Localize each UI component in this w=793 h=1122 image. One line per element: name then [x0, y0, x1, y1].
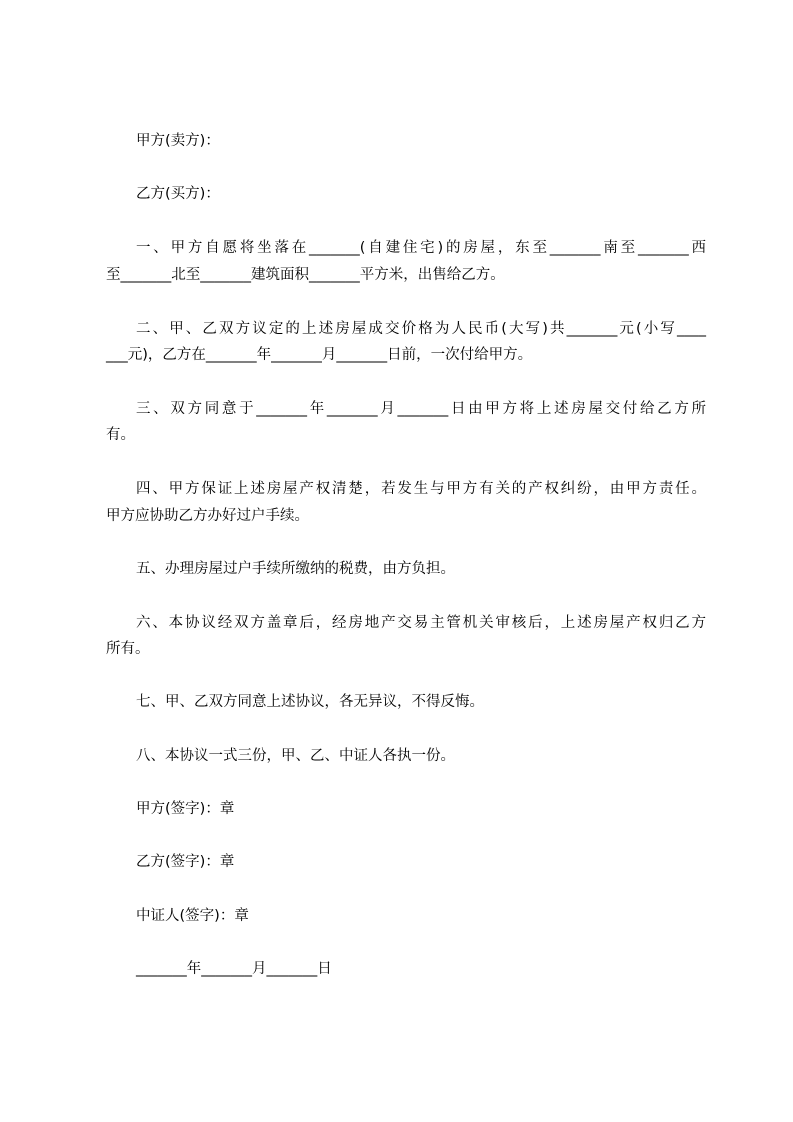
clause-1-line-2: 至_______北至_______建筑面积_______平方米，出售给乙方。	[106, 267, 505, 283]
clause-7: 七、甲、乙双方同意上述协议，各无异议，不得反悔。	[136, 694, 484, 710]
date-line: _______年_______月_______日	[136, 961, 332, 977]
clause-8: 八、本协议一式三份，甲、乙、中证人各执一份。	[136, 748, 455, 764]
signature-party-b: 乙方(签字)：章	[136, 854, 235, 870]
clause-1-line-1: 一、甲方自愿将坐落在_______(自建住宅)的房屋，东至_______南至_______西	[136, 240, 706, 256]
clause-6-line-2: 所有。	[106, 641, 150, 657]
signature-witness: 中证人(签字)：章	[136, 908, 249, 924]
clause-4-line-1: 四、甲方保证上述房屋产权清楚，若发生与甲方有关的产权纠纷，由甲方责任。	[136, 481, 706, 497]
clause-4-line-2: 甲方应协助乙方办好过户手续。	[106, 508, 309, 524]
party-b-label: 乙方(买方)：	[136, 186, 220, 202]
clause-2-line-1: 二、甲、乙双方议定的上述房屋成交价格为人民币(大写)共_______元(小写____	[136, 321, 706, 337]
clause-2-line-2: ___元)，乙方在_______年_______月_______日前，一次付给甲方。	[106, 347, 533, 363]
party-a-label: 甲方(卖方)：	[136, 133, 220, 149]
clause-3-line-1: 三、双方同意于_______年_______月_______日由甲方将上述房屋交付给乙方所	[136, 401, 706, 417]
signature-party-a: 甲方(签字)：章	[136, 801, 235, 817]
clause-3-line-2: 有。	[106, 427, 135, 443]
clause-6-line-1: 六、本协议经双方盖章后，经房地产交易主管机关审核后，上述房屋产权归乙方	[136, 615, 706, 631]
clause-5: 五、办理房屋过户手续所缴纳的税费，由方负担。	[136, 561, 455, 577]
